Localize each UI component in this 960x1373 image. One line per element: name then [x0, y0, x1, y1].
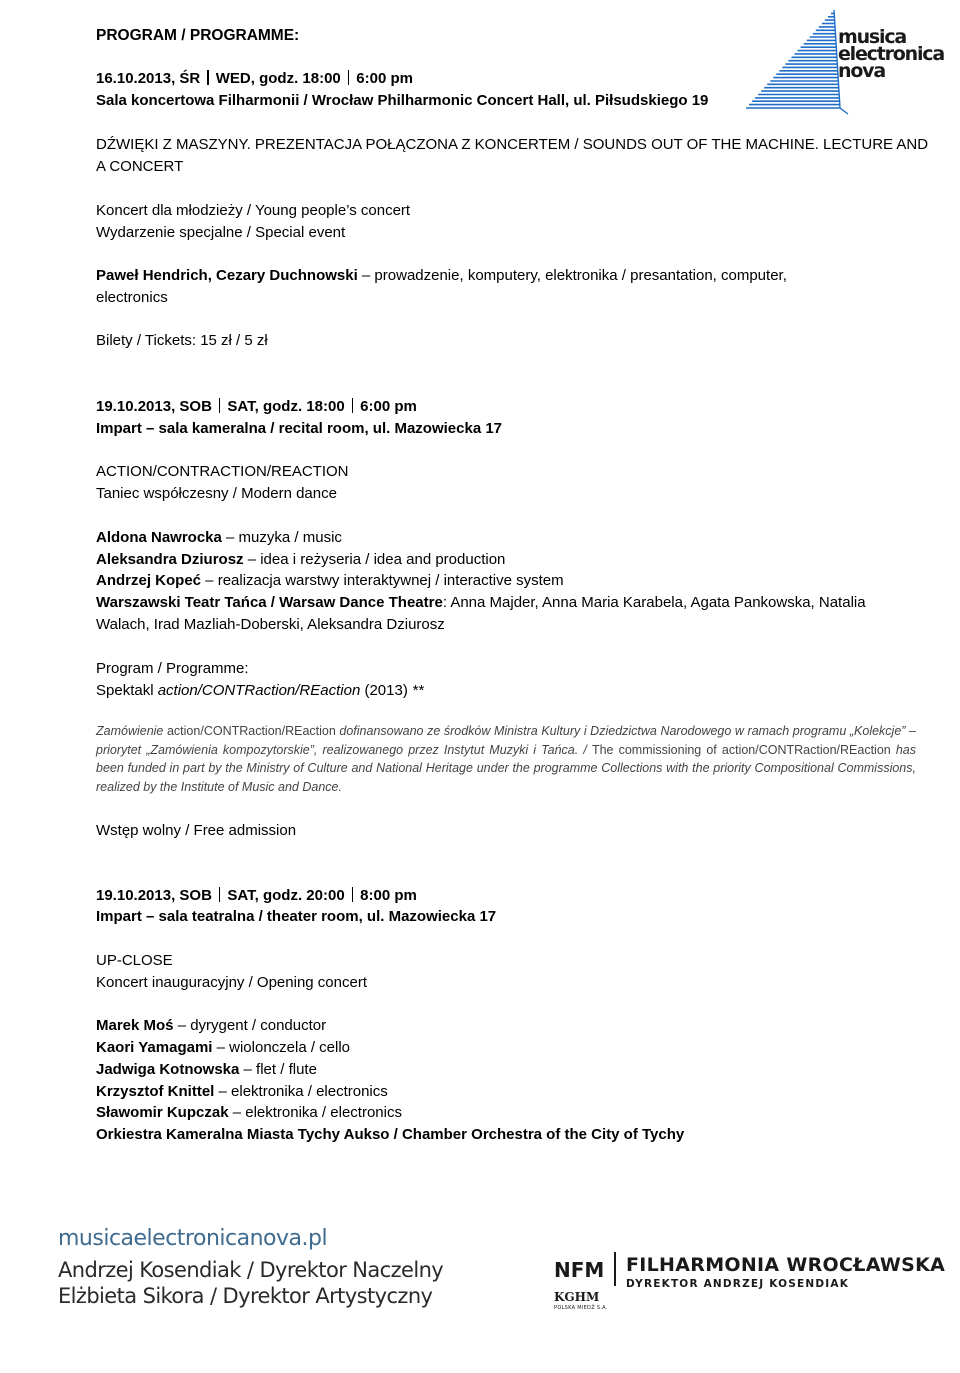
- troupe-name: Warszawski Teatr Tańca / Warsaw Dance Theatre: [96, 594, 443, 611]
- event2-credit: [96, 549, 505, 571]
- event2-program-item: [96, 680, 424, 702]
- credit-role: – realizacja warstwy interaktywnej / interactive system: [201, 572, 564, 589]
- event2-credit: [96, 527, 342, 549]
- event3-venue: Impart – sala teatralna / theater room, ul. Mazowiecka 17: [96, 908, 497, 925]
- event1-subtitle-2: Wydarzenie specjalne / Special event: [96, 224, 346, 241]
- event3-orchestra: Orkiestra Kameralna Miasta Tychy Aukso / Chamber Orchestra of the City of Tychy: [96, 1126, 685, 1143]
- separator: [219, 887, 221, 902]
- event2-title: ACTION/CONTRACTION/REACTION: [96, 463, 349, 480]
- credit-name: Marek Moś: [96, 1017, 174, 1034]
- event1-date: [96, 68, 413, 90]
- event1-tickets: Bilety / Tickets: 15 zł / 5 zł: [96, 332, 268, 349]
- note-part: has been funded in part by the Ministry of Culture and National Heritage under the programme Collections with the priority Compositional Commissions, realized by the Institute of Music and Dance.: [96, 742, 916, 794]
- credit-name: Krzysztof Knittel: [96, 1083, 215, 1100]
- troupe-members: : Anna Majder, Anna Maria Karabela, Agata Pankowska, Natalia: [442, 594, 866, 611]
- program-prefix: Spektakl: [96, 682, 158, 699]
- event1-venue: Sala koncertowa Filharmonii / Wrocław Philharmonic Concert Hall, ul. Piłsudskiego 19: [96, 92, 709, 109]
- note-part: dofinansowano ze środków Ministra Kultury i Dziedzictwa Narodowego w ramach programu „Kolekcje” – priorytet „Zamówienia kompozytorskie”, realizowanego przez Instytut Muzyki i Tańca. /: [96, 724, 916, 757]
- credit-name: Jadwiga Kotnowska: [96, 1061, 240, 1078]
- credit-role: – flet / flute: [239, 1061, 317, 1078]
- footer-director-general: Andrzej Kosendiak / Dyrektor Naczelny: [58, 1258, 444, 1282]
- event3-date-time: SAT, godz. 20:00: [227, 887, 345, 904]
- event2-admission: Wstęp wolny / Free admission: [96, 822, 297, 839]
- event3-credit: [96, 1037, 350, 1059]
- event3-credit: [96, 1102, 402, 1124]
- credit-role: – dyrygent / conductor: [173, 1017, 327, 1034]
- logo-text-electronica: electronica: [838, 43, 944, 65]
- event1-title-line2: A CONCERT: [96, 158, 184, 175]
- event2-date: [96, 396, 417, 418]
- event1-date-en-time: 6:00 pm: [356, 70, 413, 87]
- event1-performers-names: Paweł Hendrich, Cezary Duchnowski: [96, 267, 358, 284]
- event3-date-pl: 19.10.2013, SOB: [96, 887, 212, 904]
- event3-credit: [96, 1015, 326, 1037]
- logo-stripes-graphic: [746, 10, 848, 114]
- event2-troupe-members-cont: Walach, Irad Mazliah-Doberski, Aleksandra Dziurosz: [96, 616, 445, 633]
- event1-date-time: WED, godz. 18:00: [215, 70, 341, 87]
- credit-role: – elektronika / electronics: [228, 1104, 402, 1121]
- filharmonia-director-text: DYREKTOR ANDRZEJ KOSENDIAK: [626, 1278, 850, 1290]
- footer-artistic-director: Elżbieta Sikora / Dyrektor Artystyczny: [58, 1284, 433, 1308]
- credit-name: Kaori Yamagami: [96, 1039, 213, 1056]
- filharmonia-logo-text: FILHARMONIA WROCŁAWSKA: [626, 1254, 946, 1276]
- kghm-subtitle: POLSKA MIEDŹ S.A.: [554, 1305, 608, 1311]
- credit-name: Aleksandra Dziurosz: [96, 551, 244, 568]
- event2-credit: [96, 570, 564, 592]
- event3-credit: [96, 1081, 388, 1103]
- separator: [207, 70, 209, 85]
- credit-role: – elektronika / electronics: [214, 1083, 388, 1100]
- program-work-title: action/CONTRaction/REaction: [157, 682, 361, 699]
- event3-date-en-time: 8:00 pm: [360, 887, 417, 904]
- kghm-logo: KGHM: [554, 1290, 600, 1304]
- event1-title-line1: DŹWIĘKI Z MASZYNY. PREZENTACJA POŁĄCZONA Z KONCERTEM / SOUNDS OUT OF THE MACHINE. LECTURE AND: [96, 136, 929, 153]
- event3-subtitle: Koncert inauguracyjny / Opening concert: [96, 974, 367, 991]
- credit-name: Andrzej Kopeć: [96, 572, 202, 589]
- separator: [348, 70, 350, 85]
- event2-funding-note: [96, 722, 916, 796]
- separator: [219, 398, 221, 413]
- event1-subtitle-1: Koncert dla młodzieży / Young people’s concert: [96, 202, 411, 219]
- event3-title: UP-CLOSE: [96, 952, 173, 969]
- credit-role: – muzyka / music: [221, 529, 342, 546]
- event2-venue: Impart – sala kameralna / recital room, ul. Mazowiecka 17: [96, 420, 503, 437]
- event3-date: [96, 885, 417, 907]
- separator: [352, 398, 354, 413]
- event1-performers-role-cont: electronics: [96, 289, 168, 306]
- note-part: The commissioning of: [591, 742, 717, 757]
- page-title: PROGRAM / PROGRAMME:: [96, 27, 300, 44]
- event1-performers-role: – prowadzenie, komputery, elektronika / presantation, computer,: [357, 267, 787, 284]
- separator: [352, 887, 354, 902]
- credit-role: – idea i reżyseria / idea and production: [243, 551, 506, 568]
- event1-date-pl: 16.10.2013, ŚR: [96, 70, 201, 87]
- logo-divider: [614, 1252, 616, 1286]
- event2-troupe: [96, 592, 866, 614]
- credit-role: – wiolonczela / cello: [212, 1039, 351, 1056]
- event1-performers: [96, 265, 787, 287]
- note-work-title: action/CONTRaction/REaction: [721, 742, 891, 757]
- credit-name: Sławomir Kupczak: [96, 1104, 229, 1121]
- note-work-title: action/CONTRaction/REaction: [166, 724, 336, 738]
- note-part: Zamówienie: [96, 724, 167, 738]
- event2-subtitle: Taniec współczesny / Modern dance: [96, 485, 337, 502]
- program-footnote-mark: **: [412, 682, 424, 699]
- logo-text-nova: nova: [838, 60, 885, 82]
- website-link[interactable]: musicaelectronicanova.pl: [58, 1226, 328, 1251]
- event2-date-time: SAT, godz. 18:00: [227, 398, 345, 415]
- nfm-logo: NFM: [554, 1258, 605, 1282]
- program-year: (2013): [360, 682, 412, 699]
- event2-program-label: Program / Programme:: [96, 660, 249, 677]
- event3-credit: [96, 1059, 317, 1081]
- credit-name: Aldona Nawrocka: [96, 529, 222, 546]
- event2-date-en-time: 6:00 pm: [360, 398, 417, 415]
- logo-text-musica: musica: [838, 26, 907, 48]
- event2-date-pl: 19.10.2013, SOB: [96, 398, 212, 415]
